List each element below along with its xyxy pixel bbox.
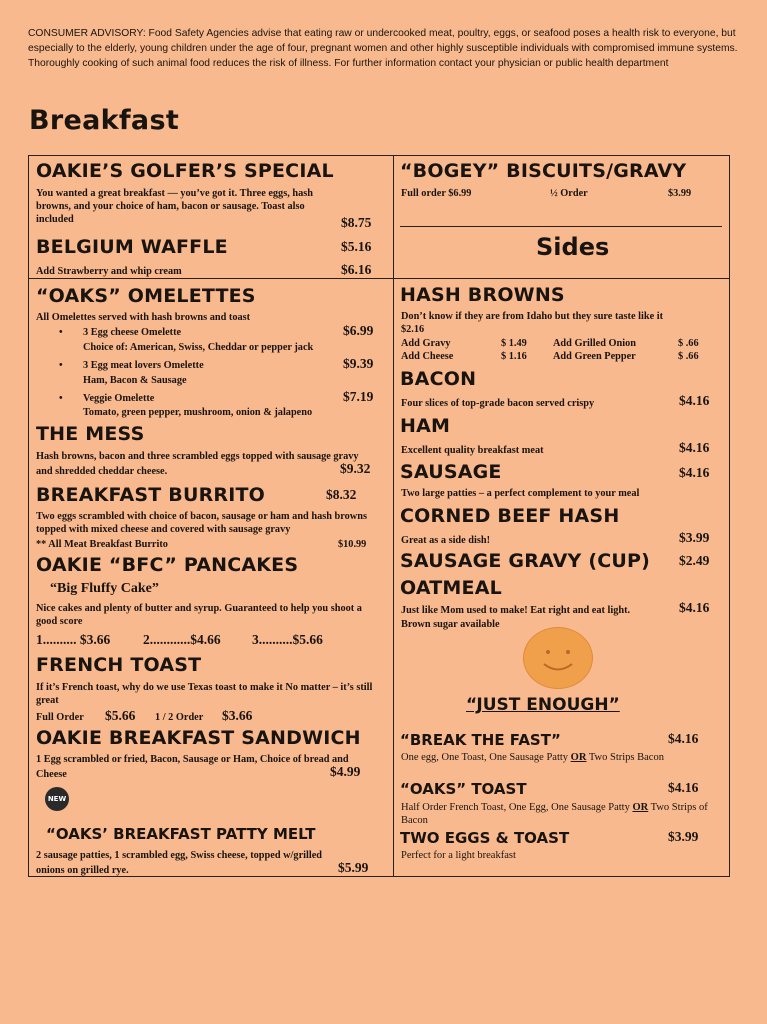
oaks-toast-desc-b: Two Strips of Bacon (401, 802, 708, 826)
pancakes-subtitle: “Big Fluffy Cake” (50, 581, 159, 596)
the-mess-title: THE MESS (36, 423, 145, 445)
french-toast-full-label: Full Order (36, 712, 84, 723)
sausage-gravy-title: SAUSAGE GRAVY (CUP) (400, 550, 650, 572)
hash-addon-label: Add Grilled Onion (553, 338, 636, 349)
oatmeal-title: OATMEAL (400, 577, 502, 599)
oaks-toast-desc (401, 801, 721, 827)
french-toast-title: FRENCH TOAST (36, 654, 202, 676)
hash-addon-label: Add Green Pepper (553, 351, 636, 362)
row-divider (28, 278, 730, 279)
consumer-advisory: CONSUMER ADVISORY: Food Safety Agencies advise that eating raw or undercooked meat, poultry, eggs, or seafood poses a health risk to everyone, but especially to the elderly, young children under the age of four, pregnant women and other highly susceptible individuals with compromised immune systems. Thoroughly cooking of such animal food reduces the risk of illness. For further information contact your physician or public health department (28, 28, 738, 69)
french-toast-full-price: $5.66 (105, 708, 136, 723)
bogey-half-price: $3.99 (668, 188, 692, 199)
omelette-item-price: $9.39 (343, 356, 374, 371)
pancakes-desc: Nice cakes and plenty of butter and syrup. Guaranteed to help you shoot a good score (36, 603, 362, 627)
omelette-item-price: $6.99 (343, 323, 374, 338)
new-badge-icon: NEW (45, 787, 69, 811)
break-fast-price: $4.16 (668, 731, 699, 746)
the-mess-price: $9.32 (340, 461, 371, 476)
sandwich-price: $4.99 (330, 764, 361, 779)
oatmeal-price: $4.16 (679, 600, 710, 615)
break-fast-desc (401, 752, 664, 763)
hash-browns-desc: Don’t know if they are from Idaho but they sure taste like it (401, 311, 663, 322)
bogey-biscuits-title: “BOGEY” BISCUITS/GRAVY (400, 160, 687, 182)
break-fast-desc-a: One egg, One Toast, One Sausage Patty (401, 752, 571, 763)
ham-price: $4.16 (679, 440, 710, 455)
hash-addon-label: Add Cheese (401, 351, 454, 362)
waffle-addon-label: Add Strawberry and whip cream (36, 266, 182, 277)
bacon-title: BACON (400, 368, 477, 390)
french-toast-desc: If it’s French toast, why do we use Texas toast to make it No matter – it’s still great (36, 682, 373, 706)
break-fast-title: “BREAK THE FAST” (400, 731, 561, 749)
hash-addon-price: $ .66 (678, 338, 699, 349)
hash-addon-price: $ .66 (678, 351, 699, 362)
oatmeal-desc: Just like Mom used to make! Eat right and eat light. (401, 605, 631, 616)
two-eggs-title: TWO EGGS & TOAST (400, 829, 570, 847)
break-fast-desc-b: Two Strips Bacon (586, 752, 664, 763)
pancakes-price-2: 2............$4.66 (143, 632, 221, 647)
pancakes-price-1: 1.......... $3.66 (36, 632, 111, 647)
hash-browns-price: $2.16 (401, 324, 425, 335)
omelette-item-name: • 3 Egg meat lovers Omelette (83, 359, 204, 372)
sausage-price: $4.16 (679, 465, 710, 480)
patty-melt-desc: 2 sausage patties, 1 scrambled egg, Swiss cheese, topped w/grilled onions on grilled rye. (36, 850, 323, 876)
omelette-item-name: • Veggie Omelette (83, 392, 154, 405)
oaks-toast-desc-a: Half Order French Toast, One Egg, One Sausage Patty (401, 802, 633, 813)
omelette-item-detail: Choice of: American, Swiss, Cheddar or pepper jack (83, 342, 314, 353)
column-divider (393, 155, 394, 877)
corned-beef-price: $3.99 (679, 530, 710, 545)
patty-melt-price: $5.99 (338, 860, 369, 875)
corned-beef-title: CORNED BEEF HASH (400, 505, 620, 527)
oaks-toast-title: “OAKS” TOAST (400, 780, 527, 798)
bogey-full-order: Full order $6.99 (401, 188, 472, 199)
the-mess-desc: Hash browns, bacon and three scrambled eggs topped with sausage gravy and shredded cheddar cheese. (36, 451, 359, 477)
sausage-title: SAUSAGE (400, 461, 502, 483)
omelette-item-detail: Tomato, green pepper, mushroom, onion & jalapeno (83, 407, 313, 418)
breakfast-burrito-desc: Two eggs scrambled with choice of bacon, sausage or ham and hash browns topped with mixed cheese and covered with sausage gravy (36, 511, 367, 535)
bacon-price: $4.16 (679, 393, 710, 408)
bogey-half-order: ½ Order (550, 188, 588, 199)
two-eggs-desc: Perfect for a light breakfast (401, 850, 516, 861)
golfer-special-price: $8.75 (341, 215, 372, 230)
oaks-toast-or: OR (632, 802, 649, 813)
hash-addon-label: Add Gravy (401, 338, 451, 349)
sides-title: Sides (536, 233, 610, 261)
omelette-item-name: • 3 Egg cheese Omelette (83, 326, 181, 339)
two-eggs-price: $3.99 (668, 829, 699, 844)
hash-addon-price: $ 1.49 (501, 338, 527, 349)
sausage-gravy-price: $2.49 (679, 553, 710, 568)
just-enough-title: “JUST ENOUGH” (466, 695, 620, 715)
hash-addon-price: $ 1.16 (501, 351, 527, 362)
sandwich-title: OAKIE BREAKFAST SANDWICH (36, 727, 361, 749)
sandwich-desc: 1 Egg scrambled or fried, Bacon, Sausage or Ham, Choice of bread and Cheese (36, 754, 349, 780)
golfer-special-desc: You wanted a great breakfast — you’ve got it. Three eggs, hash browns, and your choice of ham, bacon or sausage. Toast also included (36, 188, 313, 225)
belgium-waffle-price: $5.16 (341, 239, 372, 254)
omelettes-title: “OAKS” OMELETTES (36, 285, 256, 307)
page-title: Breakfast (29, 105, 180, 136)
omelettes-intro: All Omelettes served with hash browns and toast (36, 312, 251, 323)
omelette-item-detail: Ham, Bacon & Sausage (83, 375, 187, 386)
pancakes-price-3: 3..........$5.66 (252, 632, 323, 647)
belgium-waffle-title: BELGIUM WAFFLE (36, 236, 228, 258)
sausage-desc: Two large patties – a perfect complement to your meal (401, 488, 640, 499)
hash-browns-title: HASH BROWNS (400, 284, 565, 306)
waffle-addon-price: $6.16 (341, 262, 372, 277)
meat-burrito-price: $10.99 (338, 539, 367, 550)
golfer-special-title: OAKIE’S GOLFER’S SPECIAL (36, 160, 334, 182)
meat-burrito-label: ** All Meat Breakfast Burrito (36, 539, 168, 550)
smiley-icon (523, 627, 593, 689)
french-toast-half-label: 1 / 2 Order (155, 712, 204, 723)
corned-beef-desc: Great as a side dish! (401, 535, 491, 546)
omelette-item-price: $7.19 (343, 389, 374, 404)
ham-title: HAM (400, 415, 451, 437)
bacon-desc: Four slices of top-grade bacon served crispy (401, 398, 595, 409)
pancakes-title: OAKIE “BFC” PANCAKES (36, 554, 299, 576)
breakfast-burrito-title: BREAKFAST BURRITO (36, 484, 266, 506)
patty-melt-title: “OAKS’ BREAKFAST PATTY MELT (46, 825, 316, 843)
french-toast-half-price: $3.66 (222, 708, 253, 723)
oaks-toast-price: $4.16 (668, 780, 699, 795)
smiley-face-icon (524, 628, 592, 688)
ham-desc: Excellent quality breakfast meat (401, 445, 544, 456)
sides-divider (400, 226, 722, 227)
breakfast-burrito-price: $8.32 (326, 487, 357, 502)
break-fast-or: OR (570, 752, 587, 763)
oatmeal-note: Brown sugar available (401, 619, 500, 630)
